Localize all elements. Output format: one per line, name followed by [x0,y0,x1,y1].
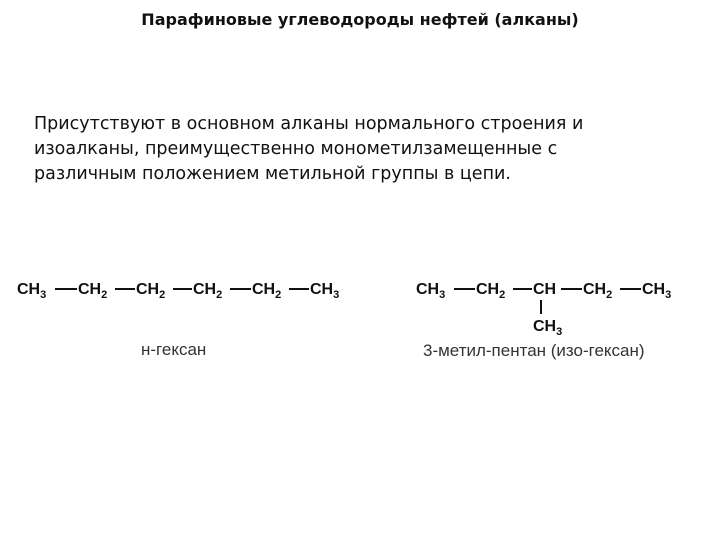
hexane-formula [17,281,339,301]
hexane-caption: н-гексан [141,340,207,359]
methylpentane-group-3: CH [533,281,557,298]
methylpentane-branch-group: $CH_3$ [533,318,563,338]
methylpentane-formula [416,281,671,338]
methylpentane-group-2: $CH_2$ [476,281,506,301]
hexane-group-2: $CH_2$ [78,281,108,301]
hexane-group-1: $CH_3$ [17,281,47,301]
methylpentane-group-5: $CH_3$ [642,281,672,301]
hexane-group-4: $CH_2$ [193,281,223,301]
body-line-3: различным положением метильной группы в цепи. [34,164,511,184]
body-line-2: изоалканы, преимущественно монометилзамещенные с [34,139,558,159]
hexane-group-3: $CH_2$ [136,281,166,301]
body-line-1: Присутствуют в основном алканы нормального строения и [34,114,584,134]
hexane-group-6: $CH_3$ [310,281,340,301]
methylpentane-group-1: $CH_3$ [416,281,446,301]
slide-title: Парафиновые углеводороды нефтей (алканы) [141,10,579,29]
hexane-group-5: $CH_2$ [252,281,282,301]
methylpentane-group-4: $CH_2$ [583,281,613,301]
methylpentane-caption: 3-метил-пентан (изо-гексан) [423,341,645,360]
